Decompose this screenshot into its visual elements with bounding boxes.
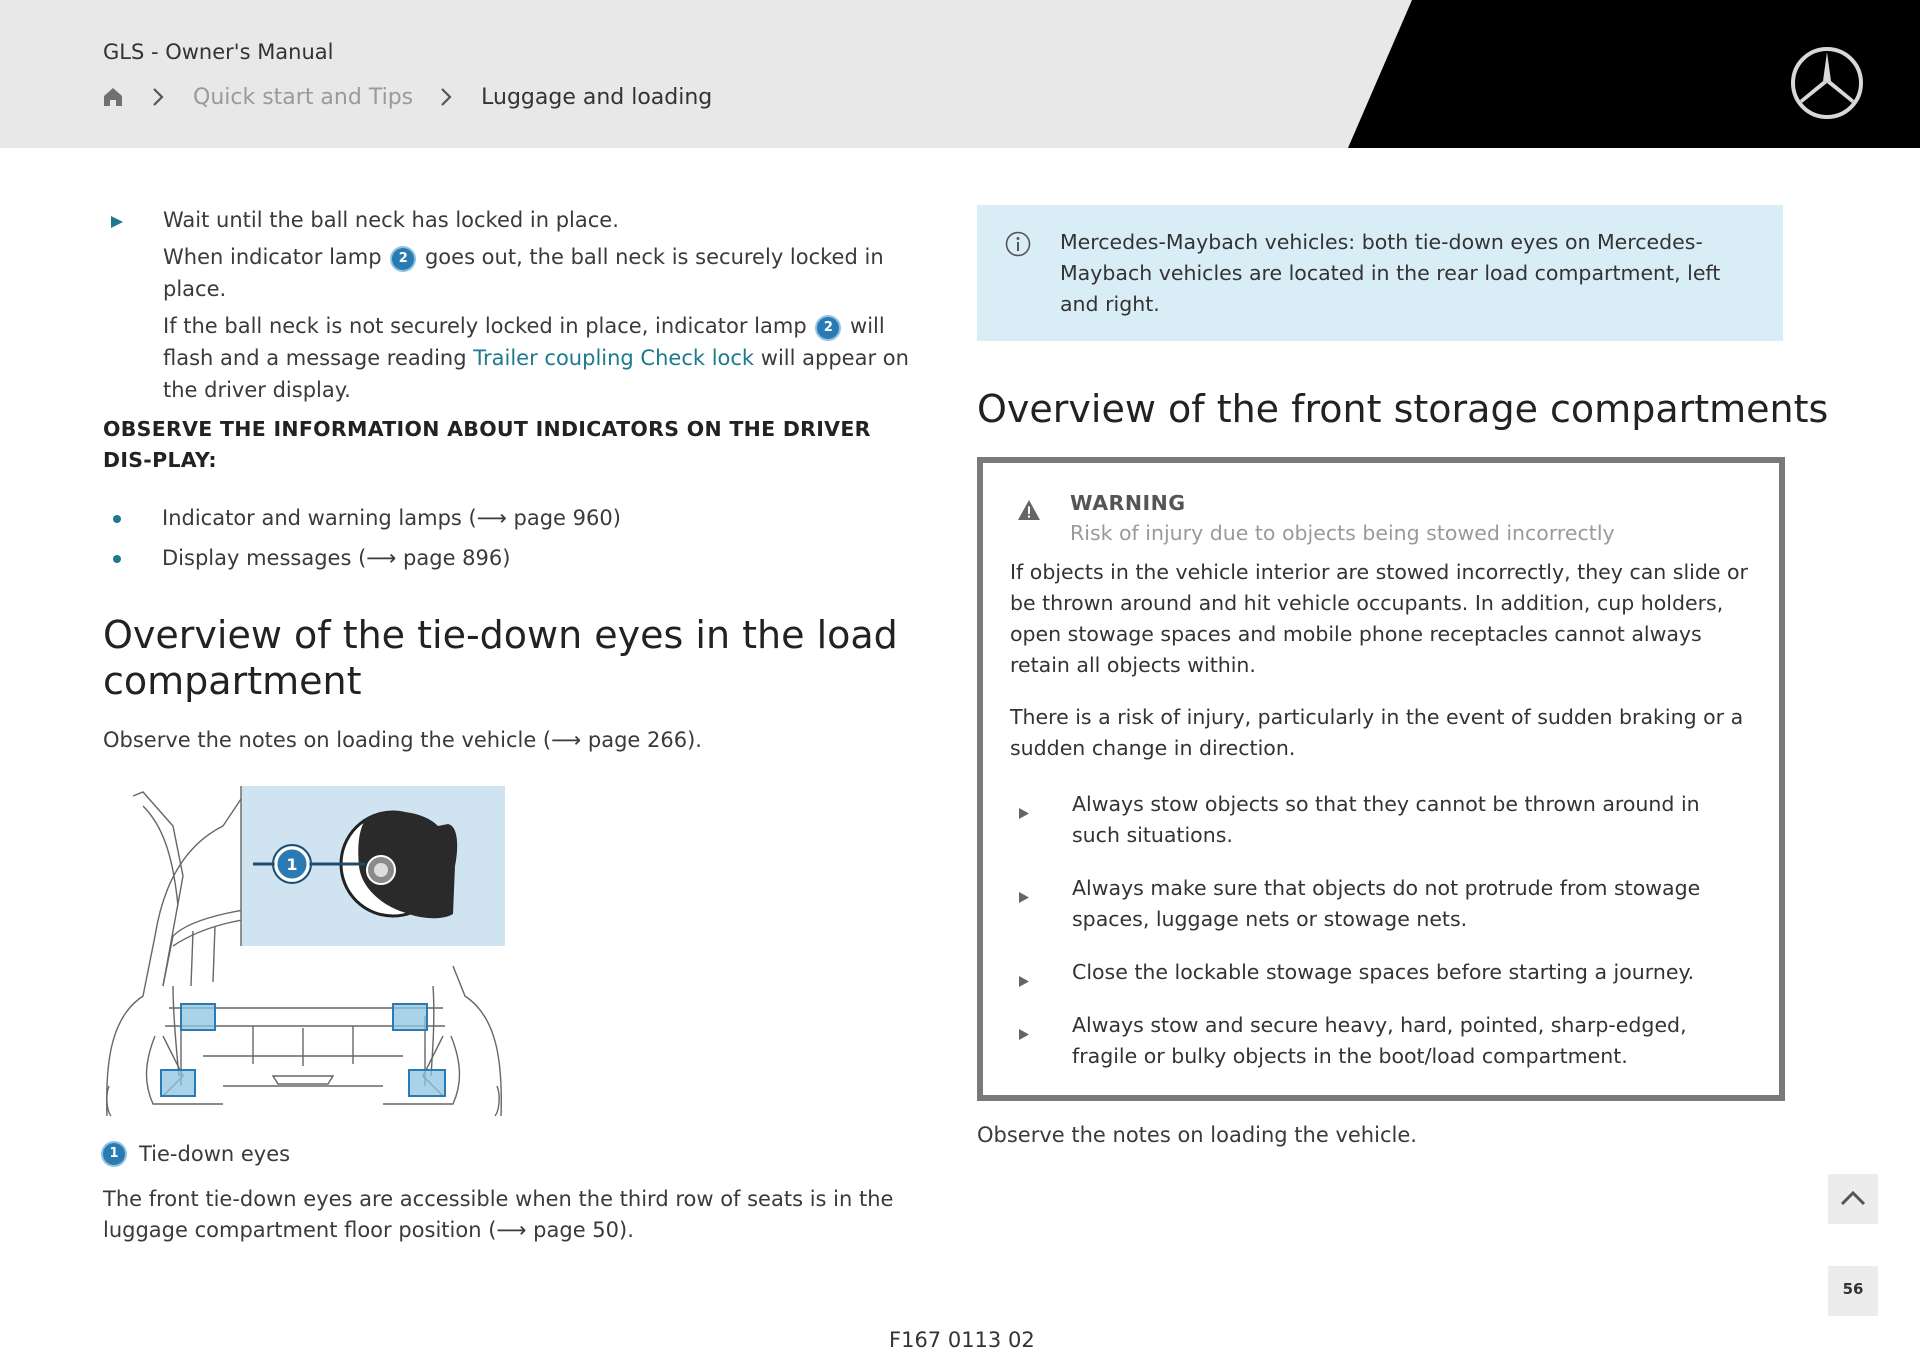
breadcrumb-link-quick-start[interactable]: Quick start and Tips xyxy=(193,84,414,110)
warning-step xyxy=(1010,789,1750,851)
step-failure-text-b: will flash and a message reading xyxy=(163,314,885,370)
figure-code: F167 0113 02 xyxy=(889,1328,1035,1352)
warning-step-text: Always make sure that objects do not protrude from stowage spaces, luggage nets or stowage nets. xyxy=(1072,876,1701,931)
step-arrow-icon xyxy=(1018,1019,1030,1032)
chevron-right-icon xyxy=(437,85,455,109)
loading-note-link[interactable]: Observe the notes on loading the vehicle (⟶ page 266). xyxy=(103,728,702,752)
home-icon[interactable] xyxy=(101,85,125,109)
warning-step xyxy=(1010,873,1750,935)
warning-step-text: Close the lockable stowage spaces before starting a journey. xyxy=(1072,960,1695,984)
warning-step xyxy=(1010,957,1750,988)
step-block xyxy=(163,204,923,411)
page-indicator-button[interactable] xyxy=(1828,1266,1878,1316)
step-failure-text-c: will appear on the driver display. xyxy=(163,346,909,402)
warning-box xyxy=(977,457,1785,1101)
step-arrow-icon xyxy=(1018,966,1030,979)
step-instruction: Wait until the ball neck has locked in place. xyxy=(163,208,619,232)
breadcrumb xyxy=(101,82,712,112)
loading-note: Observe the notes on loading the vehicle. xyxy=(977,1123,1417,1147)
list-item-text: Display messages (⟶ page 896) xyxy=(162,546,511,570)
bullet-dot xyxy=(113,515,121,523)
warning-paragraph: There is a risk of injury, particularly in the event of sudden braking or a sudden change in direction. xyxy=(1010,705,1744,760)
load-compartment-illustration xyxy=(103,786,505,1118)
caption-text: Tie-down eyes xyxy=(139,1142,291,1166)
maybach-info-box xyxy=(977,205,1783,341)
scroll-to-top-button[interactable] xyxy=(1828,1174,1878,1224)
step-result xyxy=(163,241,923,305)
step-arrow-icon xyxy=(1018,882,1030,895)
warning-title: WARNING xyxy=(1070,491,1186,515)
bullet-dot xyxy=(113,555,121,563)
list-item[interactable] xyxy=(103,538,903,578)
list-item-text: Indicator and warning lamps (⟶ page 960) xyxy=(162,506,621,530)
indicator-lamp-badge: 2 xyxy=(392,248,414,270)
step-failure-text-a: If the ball neck is not securely locked in place, indicator lamp xyxy=(163,314,807,338)
section-heading-tie-down-eyes: Overview of the tie-down eyes in the load compartment xyxy=(103,613,898,703)
chevron-right-icon xyxy=(149,85,167,109)
warning-step xyxy=(1010,1010,1750,1072)
step-failure xyxy=(163,310,923,406)
warning-paragraph: If objects in the vehicle interior are stowed incorrectly, they can slide or be thrown around and hit vehicle occupants. In addition, cup holders, open stowage spaces and mobile phone receptacles cannot always retain all objects within. xyxy=(1010,560,1748,677)
indicator-info-note: OBSERVE THE INFORMATION ABOUT INDICATORS ON THE DRIVER DIS-PLAY: xyxy=(103,417,871,472)
list-item[interactable] xyxy=(103,498,903,538)
step-arrow-icon xyxy=(1018,798,1030,811)
caption-badge: 1 xyxy=(103,1143,125,1165)
breadcrumb-current: Luggage and loading xyxy=(481,84,713,110)
warning-triangle-icon xyxy=(1017,499,1041,521)
indicator-reference-list xyxy=(103,498,903,578)
indicator-lamp-badge: 2 xyxy=(817,317,839,339)
display-message-link[interactable]: Trailer coupling Check lock xyxy=(473,346,755,370)
page-number: 56 xyxy=(1842,1280,1864,1298)
header-black-band xyxy=(0,0,1920,148)
section-heading-front-storage: Overview of the front storage compartments xyxy=(977,387,1829,431)
front-tie-down-note: The front tie-down eyes are accessible when the third row of seats is in the luggage compartment floor position (⟶ page 50). xyxy=(103,1187,894,1242)
page-header xyxy=(0,0,1920,148)
chevron-up-icon xyxy=(1839,1188,1867,1208)
figure-caption xyxy=(103,1142,290,1166)
callout-badge-1: 1 xyxy=(286,855,298,874)
manual-title: GLS - Owner's Manual xyxy=(103,40,334,64)
step-result-text-b: goes out, the ball neck is securely locked in place. xyxy=(163,245,884,301)
mercedes-star-icon[interactable] xyxy=(1788,44,1866,122)
warning-subtitle: Risk of injury due to objects being stowed incorrectly xyxy=(1070,521,1615,545)
info-icon xyxy=(1005,231,1031,257)
info-text: Mercedes-Maybach vehicles: both tie-down eyes on Mercedes-Maybach vehicles are located in the rear load compartment, left and right. xyxy=(1060,230,1721,316)
warning-step-text: Always stow and secure heavy, hard, pointed, sharp-edged, fragile or bulky objects in the boot/load compartment. xyxy=(1072,1013,1687,1068)
warning-step-text: Always stow objects so that they cannot be thrown around in such situations. xyxy=(1072,792,1700,847)
step-arrow-icon xyxy=(110,214,124,228)
step-result-text-a: When indicator lamp xyxy=(163,245,382,269)
